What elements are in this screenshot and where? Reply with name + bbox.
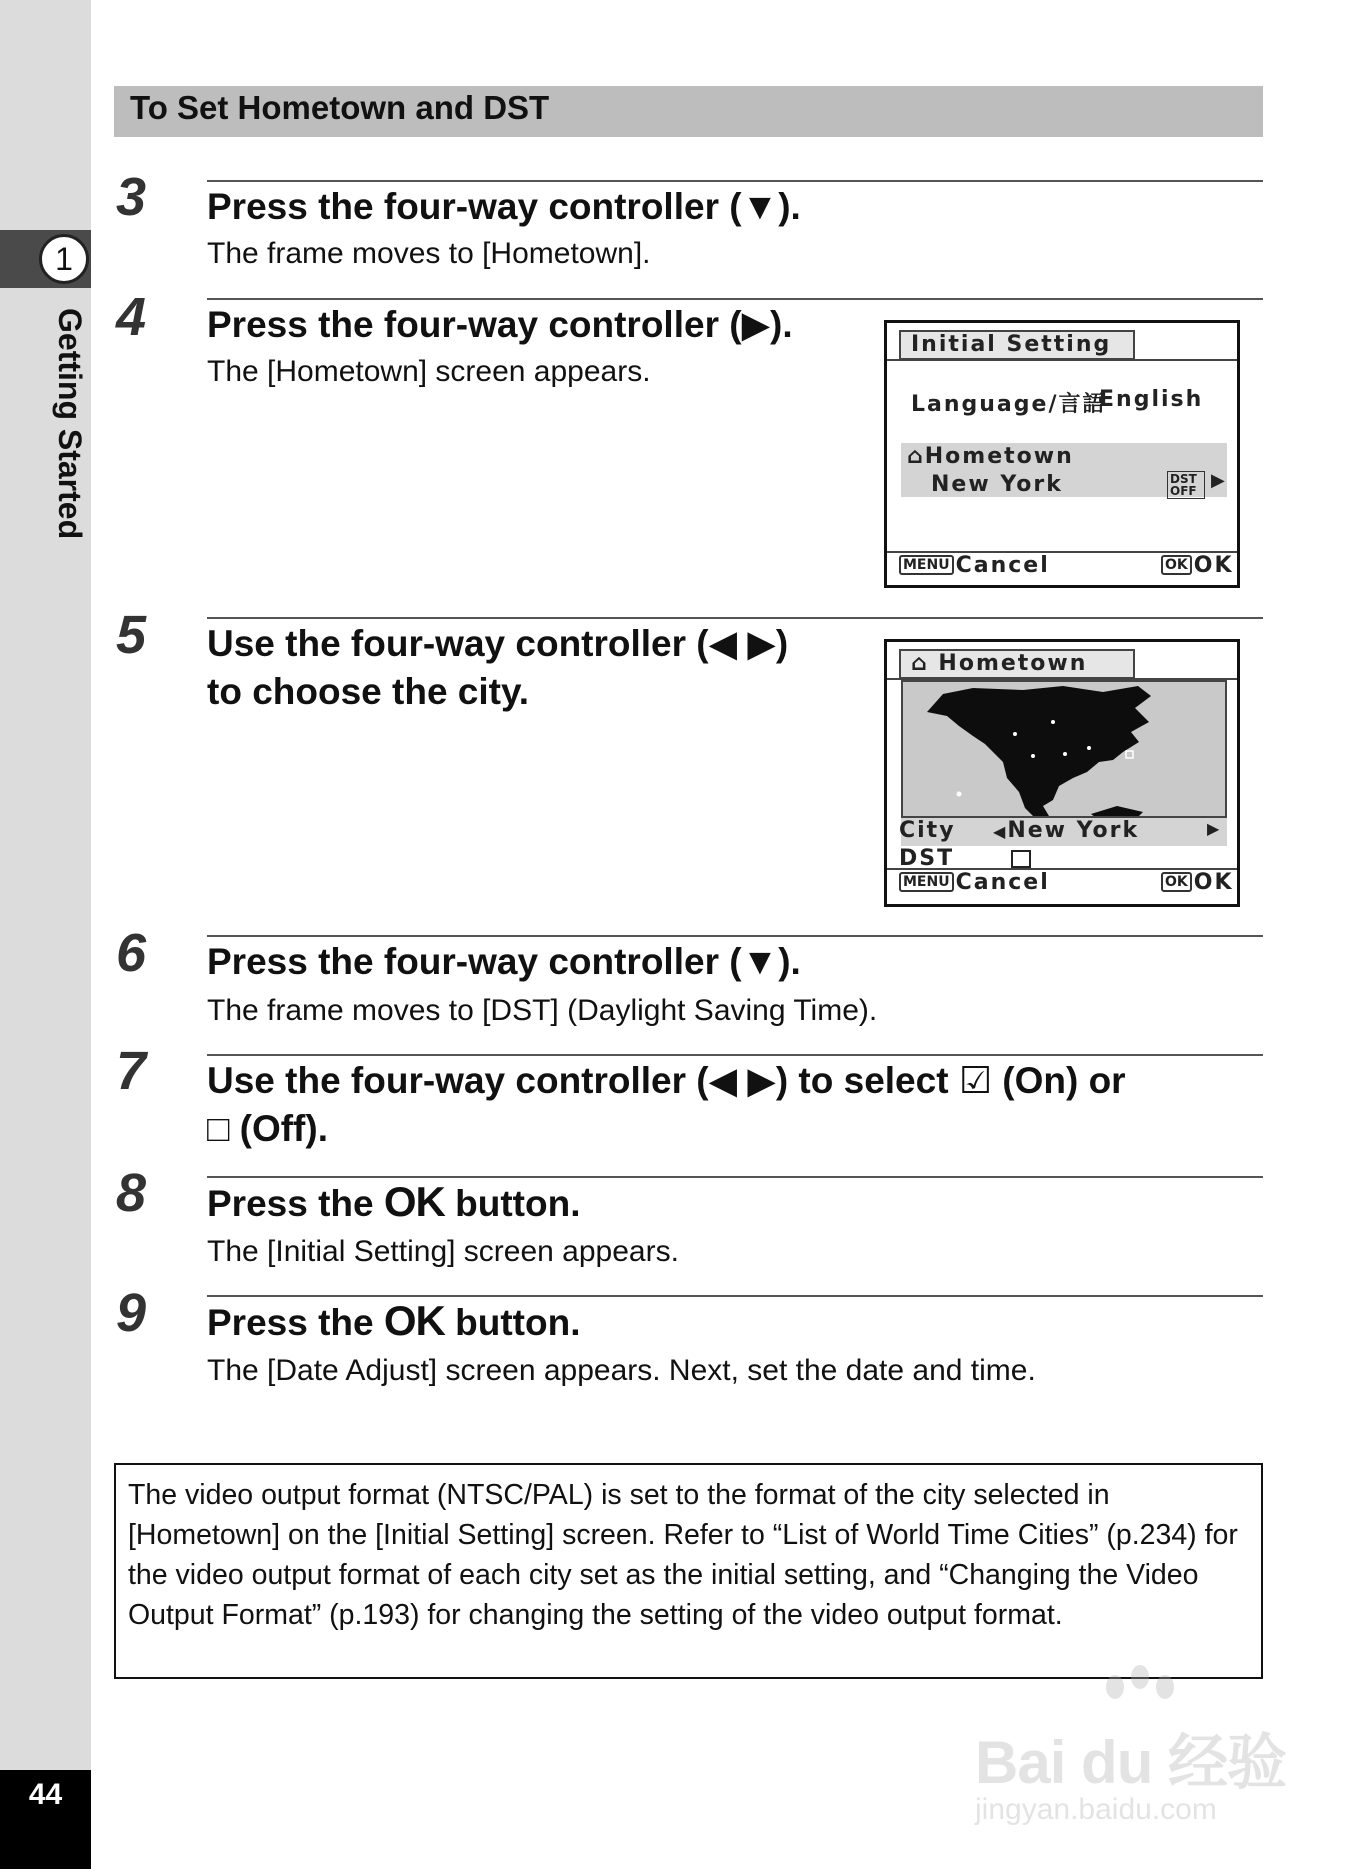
step-title: Press the OK button. <box>207 1297 581 1344</box>
city-value-row: ◀New York <box>993 818 1140 843</box>
step-divider <box>207 298 1263 300</box>
ok-button-glyph: OK <box>383 1178 445 1225</box>
hometown-value: New York <box>931 472 1063 497</box>
step-divider <box>207 935 1263 937</box>
city-label: City <box>899 818 956 843</box>
ok-button-glyph: OK <box>383 1297 445 1344</box>
step-title: Press the four-way controller (▼). <box>207 186 801 227</box>
menu-button-icon: MENU <box>899 555 954 575</box>
step-number: 7 <box>116 1041 145 1101</box>
arrow-right-icon: ▶ <box>1207 819 1222 838</box>
step-title-line-1: Use the four-way controller (◀ ▶) <box>207 623 789 664</box>
step-number: 8 <box>116 1163 145 1223</box>
step-description: The [Hometown] screen appears. <box>207 355 651 388</box>
tab-divider <box>887 359 1237 361</box>
step-title: Press the OK button. <box>207 1178 581 1225</box>
step-number: 6 <box>116 923 145 983</box>
step-divider <box>207 617 1263 619</box>
language-label: Language/言語 <box>911 392 1107 417</box>
home-icon: ⌂ <box>907 444 925 469</box>
ok-control: OK OK <box>1161 870 1234 895</box>
chapter-number: 1 <box>39 234 89 284</box>
step-description: The [Date Adjust] screen appears. Next, set the date and time. <box>207 1354 1036 1387</box>
home-icon: ⌂ <box>911 651 929 676</box>
note-text: The video output format (NTSC/PAL) is set to the format of the city selected in [Hometown] on the [Initial Setting] screen. Refer to “List of World Time Cities” (p.234) for the video output format of each city set as the initial setting, and “Changing the Video Output Format” (p.193) for changing the setting of the video output format. <box>128 1479 1238 1631</box>
watermark <box>975 1665 1305 1835</box>
language-value: English <box>1099 387 1204 412</box>
step-number: 5 <box>116 605 145 665</box>
watermark-sub: jingyan.baidu.com <box>975 1793 1217 1826</box>
ok-button-icon: OK <box>1161 872 1192 892</box>
step-title-line-1: Use the four-way controller (◀ ▶) to select ☑ (On) or <box>207 1060 1126 1101</box>
step-title: Press the four-way controller (▼). <box>207 941 801 982</box>
step-description: The frame moves to [DST] (Daylight Saving Time). <box>207 994 878 1027</box>
step-title: Press the four-way controller (▶). <box>207 304 793 345</box>
section-title: To Set Hometown and DST <box>130 89 550 126</box>
page-number: 44 <box>28 1778 63 1811</box>
arrow-left-icon: ◀ <box>993 822 1008 841</box>
ok-button-icon: OK <box>1161 555 1192 575</box>
watermark-main: Bai du 经验 <box>975 1729 1287 1796</box>
step-description: The [Initial Setting] screen appears. <box>207 1235 679 1268</box>
note-box <box>114 1463 1263 1679</box>
screen-tab: Initial Setting <box>899 330 1135 360</box>
step-divider <box>207 1054 1263 1056</box>
step-number: 9 <box>116 1283 145 1343</box>
ok-control: OK OK <box>1161 553 1234 578</box>
screen-tab: ⌂ Hometown <box>899 649 1135 679</box>
cancel-control: MENU Cancel <box>899 870 1050 895</box>
step-title-line-2: □ (Off). <box>207 1108 328 1149</box>
step-number: 4 <box>116 287 145 347</box>
world-map <box>901 680 1227 818</box>
arrow-right-icon: ▶ <box>1211 470 1227 491</box>
step-divider <box>207 180 1263 182</box>
dst-label: DST <box>899 846 955 871</box>
dst-checkbox[interactable] <box>1011 850 1031 868</box>
hometown-label-row: ⌂Hometown <box>907 444 1074 469</box>
cancel-control: MENU Cancel <box>899 553 1050 578</box>
initial-setting-screen <box>884 320 1240 588</box>
menu-button-icon: MENU <box>899 872 954 892</box>
step-description: The frame moves to [Hometown]. <box>207 237 651 270</box>
north-america-map-icon <box>903 682 1227 818</box>
step-number: 3 <box>116 167 145 227</box>
chapter-title: Getting Started <box>52 308 88 540</box>
step-title-line-2: to choose the city. <box>207 671 530 712</box>
hometown-screen <box>884 639 1240 907</box>
dst-off-icon: DST OFF <box>1167 471 1205 499</box>
